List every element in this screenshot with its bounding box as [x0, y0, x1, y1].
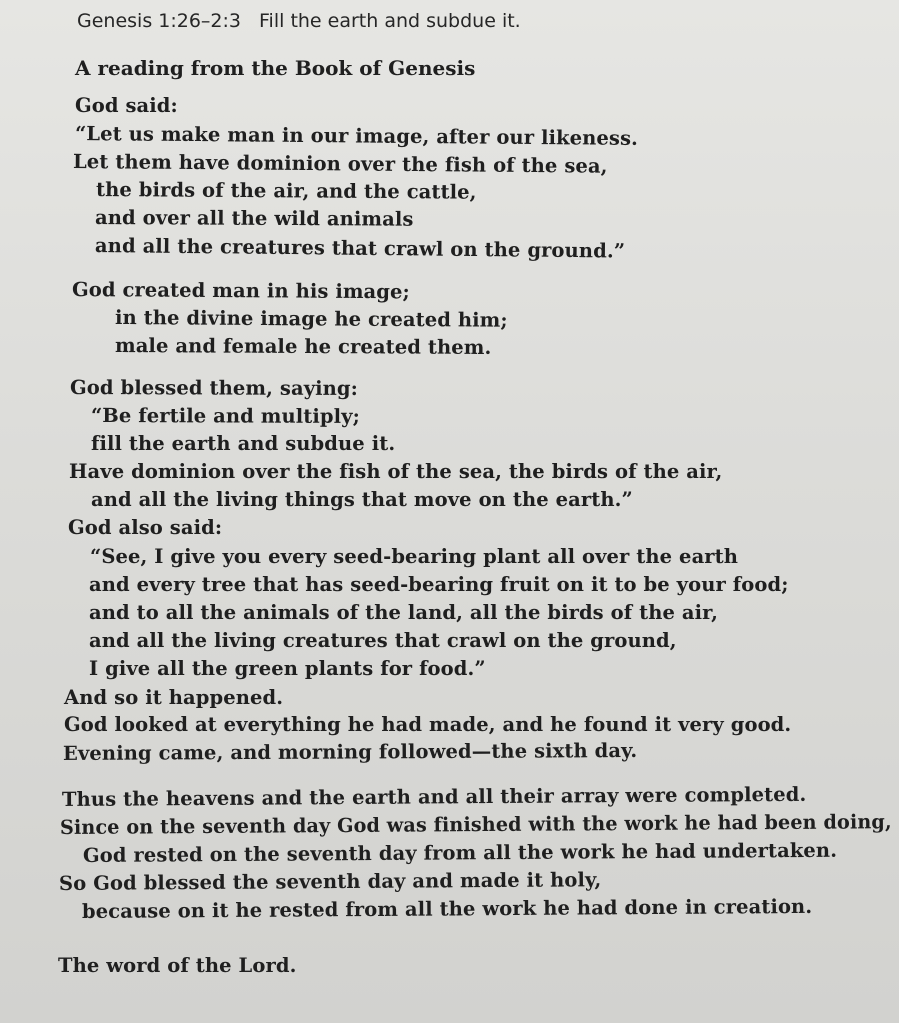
- reading-line: in the divine image he created him;: [114, 306, 508, 332]
- reading-line: and to all the animals of the land, all the birds of the air,: [89, 601, 719, 624]
- reading-line: and all the living things that move on the earth.”: [91, 488, 633, 511]
- reading-line: God also said:: [68, 516, 223, 539]
- reading-line: Let them have dominion over the fish of the sea,: [72, 150, 608, 178]
- reading-line: God said:: [75, 94, 178, 117]
- reading-line: Evening came, and morning followed—the sixth day.: [62, 738, 638, 765]
- reading-line: So God blessed the seventh day and made it holy,: [58, 868, 602, 895]
- reading-line: Thus the heavens and the earth and all their array were completed.: [61, 782, 807, 811]
- reading-line: God blessed them, saying:: [69, 376, 359, 401]
- reading-line: male and female he created them.: [114, 334, 492, 359]
- reading-header: [77, 10, 521, 32]
- reading-line: and every tree that has seed-bearing fruit on it to be your food;: [89, 573, 789, 596]
- reading-line: And so it happened.: [64, 686, 284, 709]
- reading-line: I give all the green plants for food.”: [89, 657, 486, 680]
- reading-line: and all the living creatures that crawl on the ground,: [89, 629, 677, 652]
- reading-line: God looked at everything he had made, and he found it very good.: [64, 713, 792, 736]
- reading-theme: Fill the earth and subdue it.: [259, 10, 521, 32]
- reading-line: God rested on the seventh day from all the work he had undertaken.: [82, 838, 838, 867]
- reading-line: the birds of the air, and the cattle,: [95, 178, 477, 204]
- reading-line: “Let us make man in our image, after our likeness.: [74, 122, 639, 150]
- reading-line: “Be fertile and multiply;: [90, 404, 360, 428]
- reading-line: fill the earth and subdue it.: [91, 432, 396, 455]
- reading-closing: The word of the Lord.: [58, 954, 297, 977]
- reading-title: A reading from the Book of Genesis: [75, 56, 476, 80]
- reading-line: and all the creatures that crawl on the ground.”: [94, 234, 626, 263]
- reading-line: because on it he rested from all the work he had done in creation.: [81, 894, 813, 923]
- reading-line: “See, I give you every seed-bearing plant all over the earth: [90, 545, 739, 568]
- reading-line: Have dominion over the fish of the sea, the birds of the air,: [69, 460, 723, 483]
- scripture-reference: Genesis 1:26–2:3: [77, 10, 242, 32]
- reading-line: God created man in his image;: [71, 278, 410, 304]
- reading-line: Since on the seventh day God was finished with the work he had been doing,: [59, 810, 892, 839]
- reading-line: and over all the wild animals: [94, 206, 414, 231]
